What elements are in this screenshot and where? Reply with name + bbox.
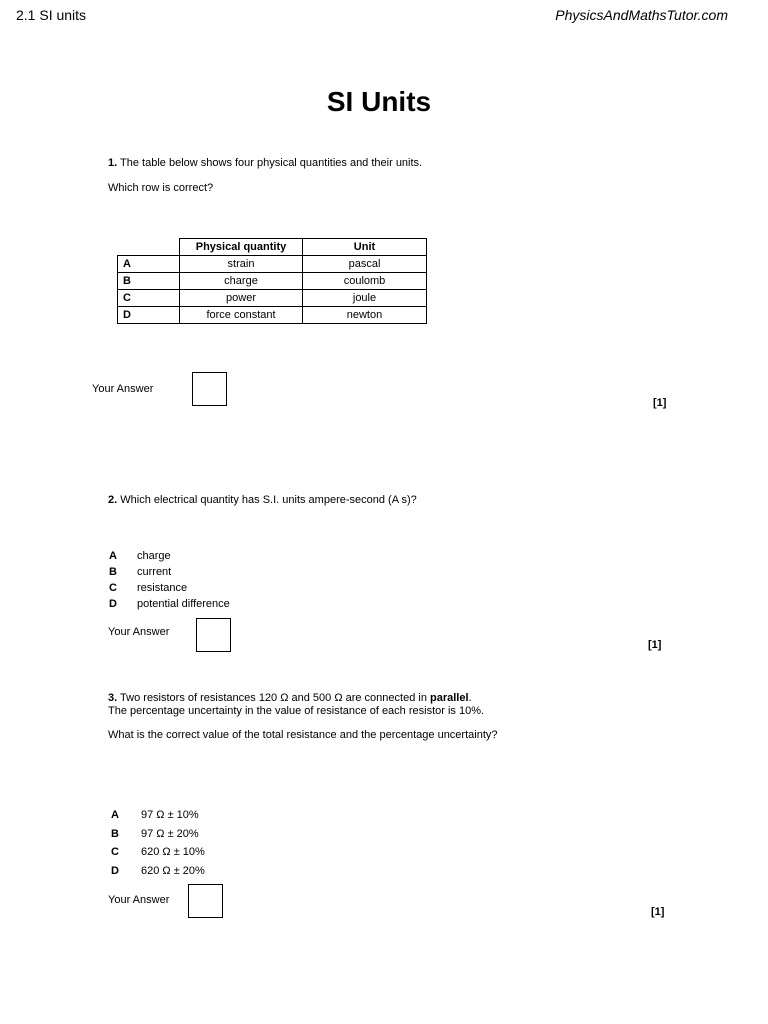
table-row	[118, 307, 427, 324]
question-2-marks: [1]	[648, 639, 662, 651]
option-text: resistance	[137, 582, 188, 594]
question-3-marks: [1]	[651, 906, 665, 918]
table-row-unit: pascal	[303, 256, 427, 273]
list-item	[111, 825, 205, 844]
table-row-unit: joule	[303, 290, 427, 307]
question-1-answer-label: Your Answer	[92, 383, 154, 395]
option-text: 620 Ω ± 10%	[141, 846, 205, 859]
question-1-marks: [1]	[653, 397, 667, 409]
list-item	[111, 806, 205, 825]
question-1-answer-box[interactable]	[192, 372, 227, 406]
option-letter: D	[111, 864, 119, 877]
question-3-statement: Two resistors of resistances 120 Ω and 500 Ω are connected in	[120, 692, 430, 704]
option-letter: B	[111, 827, 119, 840]
table-row-unit: coulomb	[303, 273, 427, 290]
table-row-quantity: power	[180, 290, 303, 307]
table-row	[118, 256, 427, 273]
list-item	[109, 580, 230, 596]
question-1-table-wrapper	[117, 238, 427, 324]
list-item	[109, 548, 230, 564]
question-2-text	[108, 494, 417, 507]
table-row	[118, 290, 427, 307]
table-header-unit: Unit	[303, 239, 427, 256]
question-3-statement-end: .	[468, 692, 472, 704]
list-item	[109, 564, 230, 580]
question-2-number: 2.	[108, 494, 118, 506]
table-row-quantity: charge	[180, 273, 303, 290]
question-1-text	[108, 157, 422, 170]
header-section-title: 2.1 SI units	[16, 7, 87, 23]
question-1-prompt: Which row is correct?	[108, 182, 214, 194]
table-row-letter: A	[118, 256, 180, 273]
header-site-name: PhysicsAndMathsTutor.com	[555, 7, 728, 23]
table-header-row	[118, 239, 427, 256]
question-1-statement: The table below shows four physical quantities and their units.	[120, 157, 423, 169]
table-row-letter: C	[118, 290, 180, 307]
option-text: current	[137, 566, 172, 578]
question-2-statement: Which electrical quantity has S.I. units ampere-second (A s)?	[120, 494, 417, 506]
question-3-number: 3.	[108, 692, 118, 704]
question-3-answer-box[interactable]	[188, 884, 223, 918]
question-3-emphasis: parallel	[430, 692, 469, 704]
option-letter: B	[109, 566, 117, 578]
list-item	[109, 596, 230, 612]
page-title: SI Units	[326, 86, 432, 117]
option-letter: A	[109, 550, 117, 562]
question-1-table	[117, 238, 427, 324]
question-2-answer-label: Your Answer	[108, 626, 170, 638]
option-text: potential difference	[137, 598, 230, 610]
table-header-blank	[118, 239, 180, 256]
question-3-text	[108, 692, 472, 705]
option-text: 97 Ω ± 20%	[141, 827, 199, 840]
question-3-answer-label: Your Answer	[108, 894, 170, 906]
question-2-answer-box[interactable]	[196, 618, 231, 652]
list-item	[111, 843, 205, 862]
option-text: 620 Ω ± 20%	[141, 864, 205, 877]
list-item	[111, 862, 205, 881]
table-row	[118, 273, 427, 290]
option-letter: C	[111, 846, 119, 859]
option-letter: A	[111, 809, 119, 822]
table-header-quantity: Physical quantity	[180, 239, 303, 256]
question-1-number: 1.	[108, 157, 118, 169]
option-letter: C	[109, 582, 117, 594]
question-3-options	[111, 806, 205, 880]
question-3-prompt: What is the correct value of the total resistance and the percentage uncertainty?	[108, 729, 498, 741]
table-row-letter: D	[118, 307, 180, 324]
question-2-options	[109, 548, 230, 612]
option-letter: D	[109, 598, 117, 610]
table-row-unit: newton	[303, 307, 427, 324]
option-text: charge	[137, 550, 171, 562]
option-text: 97 Ω ± 10%	[141, 809, 199, 822]
table-row-letter: B	[118, 273, 180, 290]
question-3-text-line2: The percentage uncertainty in the value of resistance of each resistor is 10%.	[108, 705, 485, 717]
table-row-quantity: strain	[180, 256, 303, 273]
table-row-quantity: force constant	[180, 307, 303, 324]
